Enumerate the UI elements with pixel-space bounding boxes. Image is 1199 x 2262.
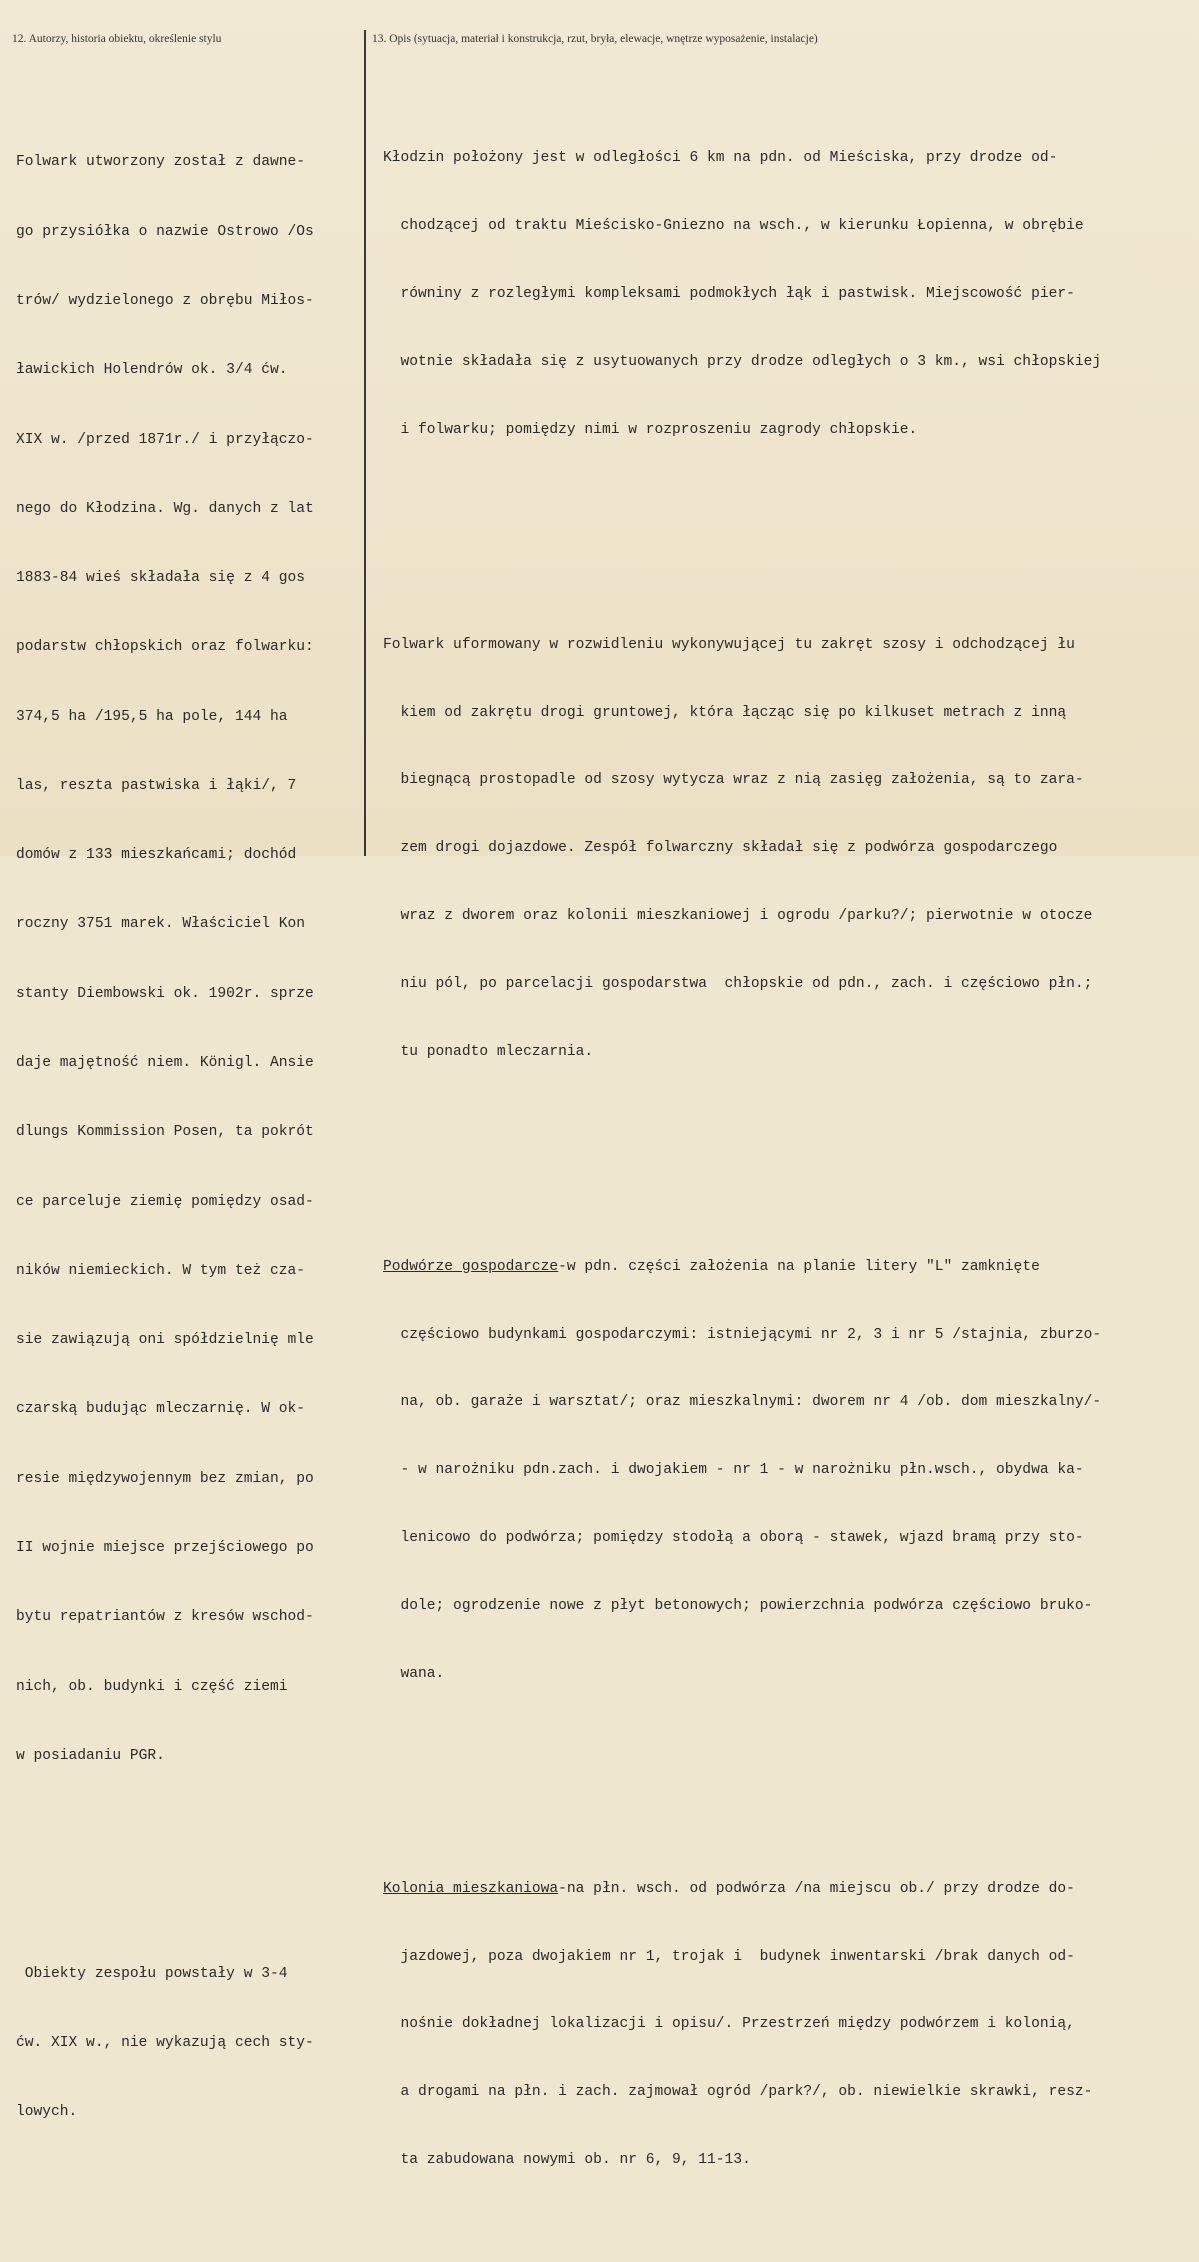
description-column (383, 57, 1195, 2262)
text-line: lenicowo do podwórza; pomiędzy stodołą a oborą - stawek, wjazd bramą przy sto- (383, 1530, 1084, 1546)
text-line: trów/ wydzielonego z obrębu Miłos- (16, 292, 314, 309)
history-paragraph-1 (16, 105, 362, 1814)
text-line: w posiadaniu PGR. (16, 1747, 165, 1764)
text-line: Kłodzin położony jest w odległości 6 km na pdn. od Mieściska, przy drodze od- (383, 150, 1058, 167)
text-line: resie międzywojennym bez zmian, po (16, 1470, 314, 1487)
text-line: bytu repatriantów z kresów wschod- (16, 1609, 314, 1626)
colony-heading: Kolonia mieszkaniowa (383, 1880, 559, 1897)
text-line: dole; ogrodzenie nowe z płyt betonowych; powierzchnia podwórza częściowo bruko- (383, 1597, 1093, 1614)
paragraph-gap (383, 1776, 1195, 1788)
text-line: biegnącą prostopadle od szosy wytycza wraz z nią zasięg założenia, są to zara- (383, 772, 1084, 789)
text-line: Folwark uformowany w rozwidleniu wykonywującej tu zakręt szosy i odchodzącej łu (383, 636, 1075, 653)
colony-lead-text: -na płn. wsch. od podwórza /na miejscu ob./ przy drodze do- (558, 1880, 1075, 1897)
text-line: czarską budując mleczarnię. W ok- (16, 1401, 306, 1418)
text-line: chodzącej od traktu Mieścisko-Gniezno na wsch., w kierunku Łopienna, w obrębie (383, 218, 1084, 235)
farmyard-lead-text: -w pdn. części założenia na planie litery "L" zamknięte (558, 1258, 1040, 1275)
description-paragraph-folwark (383, 589, 1195, 1109)
paragraph-gap (383, 531, 1195, 543)
description-paragraph-farmyard (383, 1211, 1195, 1731)
text-line: podarstw chłopskich oraz folwarku: (16, 639, 314, 656)
text-line: równiny z rozległymi kompleksami podmokłych łąk i pastwisk. Miejscowość pier- (383, 285, 1075, 302)
text-line: nich, ob. budynki i część ziemi (16, 1678, 288, 1695)
farmyard-heading: Podwórze gospodarcze (383, 1258, 559, 1275)
paragraph-gap (16, 1860, 362, 1870)
text-line: Folwark utworzony został z dawne- (16, 154, 306, 171)
history-paragraph-2 (16, 1917, 362, 2171)
history-column (16, 59, 362, 2217)
text-line: las, reszta pastwiska i łąki/, 7 (16, 777, 297, 794)
text-line (383, 1878, 1195, 1901)
column-divider (364, 30, 366, 856)
text-line: jazdowej, poza dwojakiem nr 1, trojak i budynek inwentarski /brak danych od- (383, 1948, 1075, 1965)
section-13-header: 13. Opis (sytuacja, materiał i konstrukcja, rzut, bryła, elewacje, wnętrze wyposażenie, instalacje) (372, 33, 818, 45)
paragraph-gap (383, 1154, 1195, 1166)
section-12-header: 12. Autorzy, historia obiektu, określenie stylu (12, 33, 222, 45)
text-line: kiem od zakrętu drogi gruntowej, która łącząc się po kilkuset metrach z inną (383, 704, 1067, 721)
text-line: wraz z dworem oraz kolonii mieszkaniowej i ogrodu /parku?/; pierwotnie w otocze (383, 907, 1093, 924)
text-line: XIX w. /przed 1871r./ i przyłączo- (16, 431, 314, 448)
text-line: Obiekty zespołu powstały w 3-4 (16, 1965, 288, 1982)
text-line: a drogami na płn. i zach. zajmował ogród /park?/, ob. niewielkie skrawki, resz- (383, 2084, 1093, 2101)
text-line: ce parceluje ziemię pomiędzy osad- (16, 1193, 314, 1210)
text-line: go przysiółka o nazwie Ostrowo /Os (16, 223, 314, 240)
text-line: i folwarku; pomiędzy nimi w rozproszeniu zagrody chłopskie. (383, 421, 918, 438)
text-line: daje majętność niem. Königl. Ansie (16, 1055, 314, 1072)
text-line: zem drogi dojazdowe. Zespół folwarczny składał się z podwórza gospodarczego (383, 840, 1058, 857)
text-line: na, ob. garaże i warsztat/; oraz mieszkalnymi: dworem nr 4 /ob. dom mieszkalny/- (383, 1394, 1102, 1411)
text-line: lowych. (16, 2104, 78, 2121)
text-line: tu ponadto mleczarnia. (383, 1043, 594, 1060)
text-line: ćw. XIX w., nie wykazują cech sty- (16, 2034, 314, 2051)
text-line: stanty Diembowski ok. 1902r. sprze (16, 985, 314, 1002)
text-line: częściowo budynkami gospodarczymi: istniejącymi nr 2, 3 i nr 5 /stajnia, zburzo- (383, 1326, 1102, 1343)
text-line: domów z 133 mieszkańcami; dochód (16, 847, 297, 864)
description-paragraph-location (383, 102, 1195, 486)
text-line: roczny 3751 marek. Właściciel Kon (16, 916, 306, 933)
text-line: 374,5 ha /195,5 ha pole, 144 ha (16, 708, 288, 725)
text-line: dlungs Kommission Posen, ta pokrót (16, 1124, 314, 1141)
text-line: ławickich Holendrów ok. 3/4 ćw. (16, 362, 288, 379)
text-line: wana. (383, 1665, 445, 1682)
text-line: II wojnie miejsce przejściowego po (16, 1540, 314, 1556)
text-line: nośnie dokładnej lokalizacji i opisu/. Przestrzeń między podwórzem i kolonią, (383, 2016, 1075, 2033)
text-line: sie zawiązują oni spółdzielnię mle (16, 1332, 314, 1349)
text-line: ników niemieckich. W tym też cza- (16, 1262, 306, 1279)
text-line: ta zabudowana nowymi ob. nr 6, 9, 11-13. (383, 2152, 751, 2169)
text-line: niu pól, po parcelacji gospodarstwa chłopskie od pdn., zach. i częściowo płn.; (383, 975, 1093, 992)
description-paragraph-colony (383, 1833, 1195, 2217)
text-line: 1883-84 wieś składała się z 4 gos (16, 570, 306, 587)
text-line (383, 1256, 1195, 1279)
text-line: nego do Kłodzina. Wg. danych z lat (16, 500, 314, 517)
text-line: wotnie składała się z usytuowanych przy drodze odległych o 3 km., wsi chłopskiej (383, 353, 1102, 370)
text-line: - w narożniku pdn.zach. i dwojakiem - nr 1 - w narożniku płn.wsch., obydwa ka- (383, 1462, 1084, 1479)
